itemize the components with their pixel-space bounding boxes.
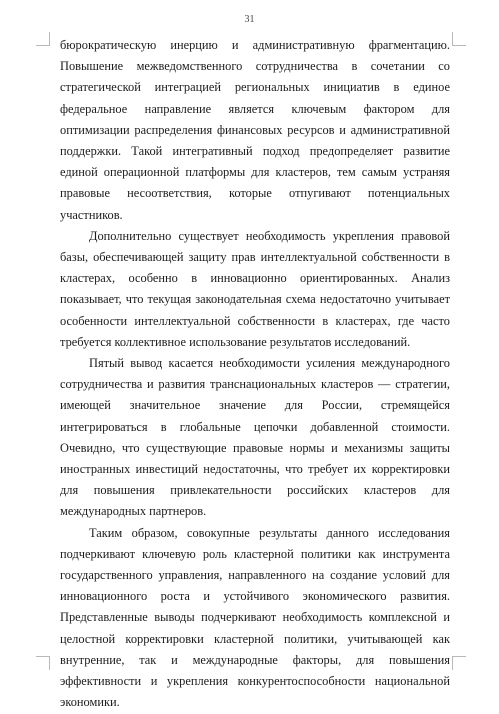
page-number: 31 — [244, 14, 255, 25]
paragraph-summary: Таким образом, совокупные результаты данного исследования подчеркивают ключевую роль кластерной политики как инструмента государственного управления, направленного на создание условий для инновационного роста и устойчивого экономического развития. Представленные выводы подчеркивают необходимость комплексной и целостной корректировки кластерной политики, учитывающей как внутренние, так и международные факторы, для повышения эффективности и укрепления конкурентоспособности национальной экономики. — [60, 525, 450, 710]
body-text — [60, 35, 450, 714]
corner-mark-top-left — [36, 32, 50, 46]
corner-mark-top-right — [452, 32, 466, 46]
paragraph-fifth-conclusion: Пятый вывод касается необходимости усиления международного сотрудничества и развития транснациональных кластеров — стратегии, имеющей значительное значение для России, стремящейся интегрироваться в глобальные цепочки добавленной стоимости. Очевидно, что существующие правовые нормы и механизмы защиты иностранных инвестиций недостаточны, что требует их корректировки для повышения привлекательности российских кластеров для международных партнеров. — [60, 356, 450, 519]
corner-mark-bottom-right — [452, 656, 466, 670]
paragraph-legal-base: Дополнительно существует необходимость укрепления правовой базы, обеспечивающей защиту прав интеллектуальной собственности в кластерах, особенно в инновационно ориентированных. Анализ показывает, что текущая законодательная схема недостаточно учитывает особенности интеллектуальной собственности в кластерах, где часто требуется коллективное использование результатов исследований. — [60, 228, 450, 349]
corner-mark-bottom-left — [36, 656, 50, 670]
paragraph-continuation: бюрократическую инерцию и административную фрагментацию. Повышение межведомственного сотрудничества в сочетании со стратегической интеграцией региональных инициатив в единое федеральное направление является ключевым фактором для оптимизации распределения финансовых ресурсов и административной поддержки. Такой интегративный подход предопределяет развитие единой операционной платформы для кластеров, тем самым устраняя правовые несоответствия, которые отпугивают потенциальных участников. — [60, 38, 450, 222]
